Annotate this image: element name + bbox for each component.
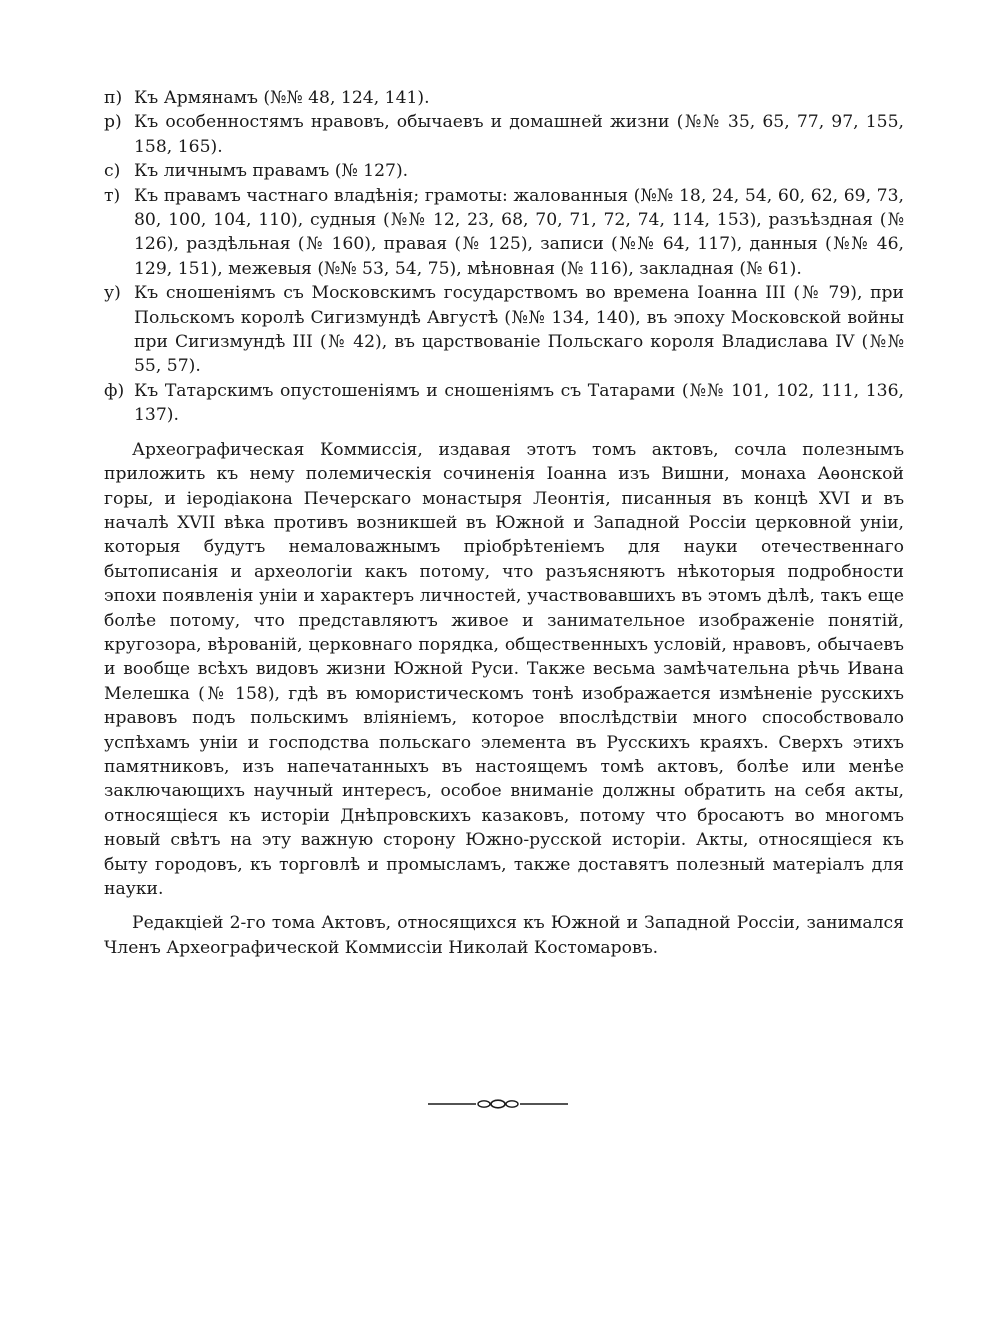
list-item xyxy=(104,379,904,428)
list-item xyxy=(104,159,904,183)
list-item-text: Къ правамъ частнаго владѣнія; грамоты: жалованныя (№№ 18, 24, 54, 60, 62, 69, 73, 80, 100, 104, 110), судныя (№№ 12, 23, 68, 70, 71, 72, 74, 114, 153), разъѣздная (№ 126), раздѣльная (№ 160), правая (№ 125), записи (№№ 64, 117), данныя (№№ 46, 129, 151), межевыя (№№ 53, 54, 75), мѣновная (№ 116), закладная (№ 61). xyxy=(134,185,904,279)
editor-note-paragraph: Редакціей 2-го тома Актовъ, относящихся къ Южной и Западной Россіи, занимался Членъ Археографической Коммиссіи Николай Костомаровъ. xyxy=(104,913,904,958)
list-marker: т) xyxy=(104,185,121,206)
list-item-text: Къ Татарскимъ опустошеніямъ и сношеніямъ съ Татарами (№№ 101, 102, 111, 136, 137). xyxy=(134,380,904,426)
document-text xyxy=(104,86,904,960)
list-item xyxy=(104,86,904,110)
list-marker: с) xyxy=(104,161,121,182)
list-item xyxy=(104,184,904,282)
list-marker: п) xyxy=(104,88,123,108)
list-item xyxy=(104,281,904,379)
ornament-divider-icon xyxy=(428,1098,568,1110)
list-item-text: Къ личнымъ правамъ (№ 127). xyxy=(134,161,409,182)
list-item-text: Къ особенностямъ нравовъ, обычаевъ и домашней жизни (№№ 35, 65, 77, 97, 155, 158, 165). xyxy=(134,112,904,157)
list-marker: у) xyxy=(104,283,121,304)
list-item-text: Къ сношеніямъ съ Московскимъ государствомъ во времена Іоанна III (№ 79), при Польскомъ королѣ Сигизмундѣ Августѣ (№№ 134, 140), въ эпоху Московской войны при Сигизмундѣ III (№ 42), въ царствованіе Польскаго короля Владислава IV (№№ 55, 57). xyxy=(134,283,904,377)
list-marker: ф) xyxy=(104,380,125,401)
list-item xyxy=(104,110,904,159)
body-paragraph: Археографическая Коммиссія, издавая этотъ томъ актовъ, сочла полезнымъ приложить къ нему полемическія сочиненія Іоанна изъ Вишни, монаха Аѳонской горы, и іеродіакона Печерскаго монастыря Леонтія, писанныя въ концѣ XVI и въ началѣ XVII вѣка противъ возникшей въ Южной и Западной Россіи церковной уніи, которыя будутъ немаловажнымъ пріобрѣтеніемъ для науки отечественнаго бытописанія и археологіи какъ потому, что разъясняютъ нѣкоторыя подробности эпохи появленія уніи и характеръ личностей, участвовавшихъ въ этомъ дѣлѣ, такъ еще болѣе потому, что представляютъ живое и занимательное изображеніе понятій, кругозора, вѣрованій, церковнаго порядка, общественныхъ условій, нравовъ, обычаевъ и вообще всѣхъ видовъ жизни Южной Руси. Также весьма замѣчательна рѣчь Ивана Мелешка (№ 158), гдѣ въ юмористическомъ тонѣ изображается измѣненіе русскихъ нравовъ подъ польскимъ вліяніемъ, которое впослѣдствіи много способствовало успѣхамъ уніи и господства польскаго элемента въ Русскихъ краяхъ. Сверхъ этихъ памятниковъ, изъ напечатанныхъ въ настоящемъ томѣ актовъ, болѣе или менѣе заключающихъ научный интересъ, особое вниманіе должны обратить на себя акты, относящіеся къ исторіи Днѣпровскихъ казаковъ, потому что бросаютъ во многомъ новый свѣтъ на эту важную сторону Южно-русской исторіи. Акты, относящіеся къ быту городовъ, къ торговлѣ и промысламъ, также доставятъ полезный матеріалъ для науки. xyxy=(104,439,904,899)
list-marker: р) xyxy=(104,112,122,133)
list-item-text: Къ Армянамъ (№№ 48, 124, 141). xyxy=(134,88,430,108)
